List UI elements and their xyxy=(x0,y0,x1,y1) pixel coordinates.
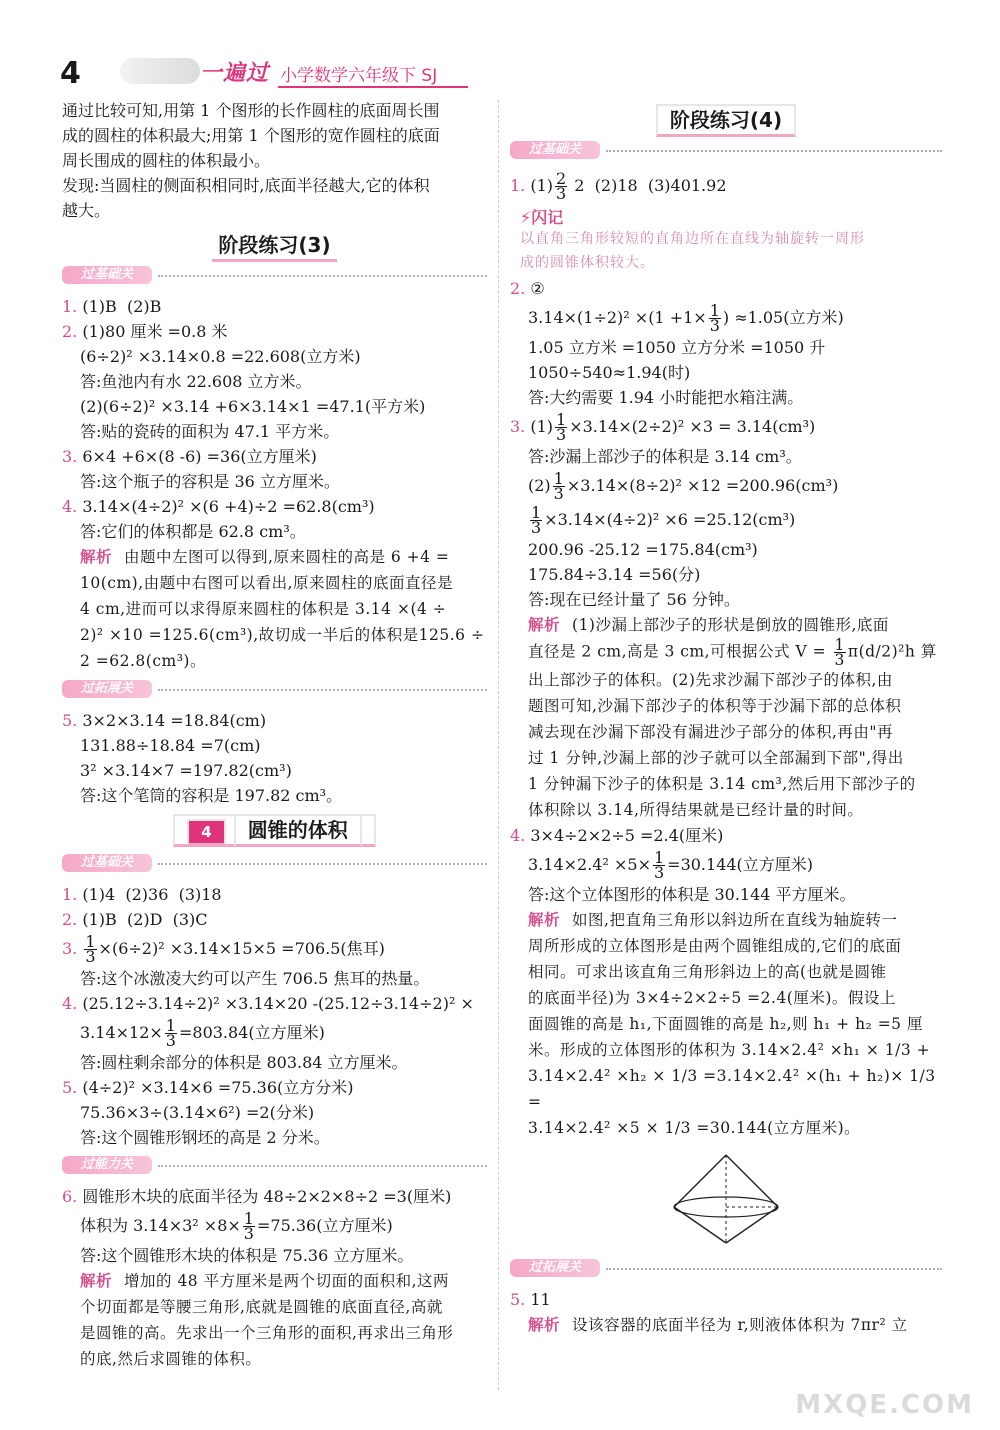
intro-line: 越大。 xyxy=(62,201,111,220)
answer-line: 3.14×2.4² ×5× $\frac{1}{3}$ =30.144(立方厘米) xyxy=(528,848,814,882)
flash-note-text: 成的圆锥体积较大。 xyxy=(520,255,655,271)
answer-line: 1. (1)4 (2)36 (3)18 xyxy=(62,885,222,904)
watermark: MXQE.COM xyxy=(795,1390,974,1420)
explanation: 2 =62.8(cm³)。 xyxy=(80,652,206,670)
explanation: 解析 (1)沙漏上部沙子的形状是倒放的圆锥形,底面 xyxy=(528,615,889,634)
section-tag xyxy=(510,1257,942,1281)
intro-line: 成的圆柱的体积最大;用第 1 个图形的宽作圆柱的底面 xyxy=(62,126,440,145)
answer-line: 4. 3.14×(4÷2)² ×(6 +4)÷2 =62.8(cm³) xyxy=(62,497,375,516)
tag-ability: 过能力关 xyxy=(62,1156,152,1174)
tag-extension: 过拓展关 xyxy=(510,1259,600,1277)
explanation: 解析 由题中左图可以得到,原来圆柱的高是 6 +4 = xyxy=(80,547,450,566)
answer-line: 3. 6×4 +6×(8 -6) =36(立方厘米) xyxy=(62,447,317,466)
answer-line: 3. (1) $\frac{1}{3}$ ×3.14×(2÷2)² ×3 = 3.14(cm³) xyxy=(510,410,816,444)
answer-line: 6. 圆锥形木块的底面半径为 48÷2×2×8÷2 =3(厘米) xyxy=(62,1187,452,1206)
answer-line: 答:鱼池内有水 22.608 立方米。 xyxy=(80,372,312,391)
answer-line: 5. 11 xyxy=(510,1290,551,1309)
answer-line: 2. (1)80 厘米 =0.8 米 xyxy=(62,322,228,341)
answer-line: 5. (4÷2)² ×3.14×6 =75.36(立方分米) xyxy=(62,1078,354,1097)
section-title-stage-4: 阶段练习(4) xyxy=(510,104,942,133)
answer-line: 答:这个圆锥形木块的体积是 75.36 立方厘米。 xyxy=(80,1246,414,1265)
page-number: 4 xyxy=(60,56,81,91)
answer-line: 答:这个冰激凌大约可以产生 706.5 焦耳的热量。 xyxy=(80,969,430,988)
answer-line: (6÷2)² ×3.14×0.8 =22.608(立方米) xyxy=(80,347,361,366)
section-tag xyxy=(62,852,487,876)
answer-line: 答:贴的瓷砖的面积为 47.1 平方米。 xyxy=(80,422,340,441)
section-tag xyxy=(510,139,942,163)
tag-basic: 过基础关 xyxy=(62,854,152,872)
double-cone-figure xyxy=(510,1151,942,1251)
answer-line: 体积为 3.14×3² ×8× $\frac{1}{3}$ =75.36(立方厘米) xyxy=(80,1209,393,1243)
intro-line: 发现:当圆柱的侧面积相同时,底面半径越大,它的体积 xyxy=(62,176,430,195)
explanation: 2)² ×10 =125.6(cm³),故切成一半后的体积是125.6 ÷ xyxy=(80,626,485,644)
explanation: 直径是 2 cm,高是 3 cm,可根据公式 V = $\frac{1}{3}$ π(d/2)²h 算 xyxy=(528,636,937,669)
answer-line: 答:圆柱剩余部分的体积是 803.84 立方厘米。 xyxy=(80,1053,408,1072)
answer-line: 5. 3×2×3.14 =18.84(cm) xyxy=(62,711,267,730)
explanation: 出上部沙子的体积。(2)先求沙漏下部沙子的体积,由 xyxy=(528,671,893,689)
explanation: 3.14×2.4² ×h₂ × 1/3 =3.14×2.4² ×(h₁ + h₂)× 1/3 = xyxy=(528,1067,936,1111)
answer-line: 4. 3×4÷2×2÷5 =2.4(厘米) xyxy=(510,826,724,845)
answer-line: 3. $\frac{1}{3}$ ×(6÷2)² ×3.14×15×5 =706.5(焦耳) xyxy=(62,932,385,966)
explanation: 解析 增加的 48 平方厘米是两个切面的面积和,这两 xyxy=(80,1271,450,1290)
intro-line: 通过比较可知,用第 1 个图形的长作圆柱的底面周长围 xyxy=(62,101,440,120)
header-rule xyxy=(278,86,468,88)
answer-line: 75.36×3÷(3.14×6²) =2(分米) xyxy=(80,1103,315,1122)
answer-line: 答:沙漏上部沙子的体积是 3.14 cm³。 xyxy=(528,447,802,466)
section-title-stage-3: 阶段练习(3) xyxy=(62,229,487,258)
right-column xyxy=(510,98,942,1338)
answer-line: 答:现在已经计量了 56 分钟。 xyxy=(528,590,740,609)
answer-line: $\frac{1}{3}$ ×3.14×(4÷2)² ×6 =25.12(cm³) xyxy=(531,503,796,537)
flash-note-text: 以直角三角形较短的直角边所在直线为轴旋转一周形 xyxy=(520,231,865,247)
answer-line: 答:大约需要 1.94 小时能把水箱注满。 xyxy=(528,388,804,407)
answer-line: 200.96 -25.12 =175.84(cm³) xyxy=(528,540,758,559)
answer-line: 131.88÷18.84 =7(cm) xyxy=(80,736,261,755)
explanation: 3.14×2.4² ×5 × 1/3 =30.144(立方厘米)。 xyxy=(528,1119,861,1137)
explanation: 题图可知,沙漏下部沙子的体积等于沙漏下部的总体积 xyxy=(528,697,902,715)
answer-line: 答:这个圆锥形钢坯的高是 2 分米。 xyxy=(80,1128,330,1147)
answer-line: 答:它们的体积都是 62.8 cm³。 xyxy=(80,522,306,541)
flash-note-label: ⚡闪记 xyxy=(520,208,564,227)
explanation: 是圆锥的高。先求出一个三角形的面积,再求出三角形 xyxy=(80,1324,454,1342)
answer-line: 答:这个立体图形的体积是 30.144 平方厘米。 xyxy=(528,885,856,904)
double-cone-icon xyxy=(666,1151,786,1247)
explanation: 1 分钟漏下沙子的体积是 3.14 cm³,然后用下部沙子的 xyxy=(528,775,916,793)
answer-line: (2) $\frac{1}{3}$ ×3.14×(8÷2)² ×12 =200.96(cm³) xyxy=(528,469,839,503)
explanation: 4 cm,进而可以求得原来圆柱的体积是 3.14 ×(4 ÷ xyxy=(80,600,447,618)
explanation: 面圆锥的高是 h₁,下面圆锥的高是 h₂,则 h₁ + h₂ =5 厘 xyxy=(528,1015,923,1033)
section-tag xyxy=(62,1154,487,1178)
brand-logo-icon xyxy=(120,58,200,84)
answer-line: 2. (1)B (2)D (3)C xyxy=(62,910,208,929)
answer-line: 答:这个笔筒的容积是 197.82 cm³。 xyxy=(80,786,343,805)
answer-line: 2. ② xyxy=(510,279,545,298)
subject-title: 小学数学六年级下 SJ xyxy=(280,66,438,86)
column-divider xyxy=(498,100,499,1390)
section-tag xyxy=(62,264,487,288)
explanation: 解析 如图,把直角三角形以斜边所在直线为轴旋转一 xyxy=(528,910,898,929)
answer-line: (2)(6÷2)² ×3.14 +6×3.14×1 =47.1(平方米) xyxy=(80,397,426,416)
section-number-chip: 4 xyxy=(187,819,225,846)
answer-line: 1.05 立方米 =1050 立方分米 =1050 升 xyxy=(528,338,826,357)
brand-name: 一遍过 xyxy=(200,61,270,86)
page-header xyxy=(0,0,1000,100)
explanation: 米。形成的立体图形的体积为 3.14×2.4² ×h₁ × 1/3 + xyxy=(528,1041,931,1059)
explanation: 相同。可求出该直角三角形斜边上的高(也就是圆锥 xyxy=(528,963,887,981)
explanation: 的底面半径)为 3×4÷2×2÷5 =2.4(厘米)。假设上 xyxy=(528,989,896,1007)
explanation: 10(cm),由题中右图可以看出,原来圆柱的底面直径是 xyxy=(80,574,454,592)
answer-line: 3.14×12× $\frac{1}{3}$ =803.84(立方厘米) xyxy=(80,1016,325,1050)
left-column xyxy=(62,98,487,1372)
explanation: 过 1 分钟,沙漏上部的沙子就可以全部漏到下部",得出 xyxy=(528,749,904,767)
tag-basic: 过基础关 xyxy=(62,266,152,284)
explanation: 周所形成的立体图形是由两个圆锥组成的,它们的底面 xyxy=(528,937,902,955)
answer-line: 3.14×(1÷2)² ×(1 +1× $\frac{1}{3}$ ) ≈1.05(立方米) xyxy=(528,301,844,335)
lightning-icon: ⚡ xyxy=(520,208,532,227)
answer-line: 3² ×3.14×7 =197.82(cm³) xyxy=(80,761,292,780)
section-title-cone-volume: 4 圆锥的体积 xyxy=(62,814,487,846)
explanation: 个切面都是等腰三角形,底就是圆锥的底面直径,高就 xyxy=(80,1298,443,1316)
answer-line: 答:这个瓶子的容积是 36 立方厘米。 xyxy=(80,472,340,491)
intro-line: 周长围成的圆柱的体积最小。 xyxy=(62,151,271,170)
answer-line: 1050÷540≈1.94(时) xyxy=(528,363,691,382)
explanation: 减去现在沙漏下部没有漏进沙子部分的体积,再由"再 xyxy=(528,723,894,741)
section-tag xyxy=(62,678,487,702)
answer-line: 1. (1) $\frac{2}{3}$ 2 (2)18 (3)401.92 xyxy=(510,169,727,203)
tag-extension: 过拓展关 xyxy=(62,680,152,698)
explanation: 的底,然后求圆锥的体积。 xyxy=(80,1350,262,1368)
explanation: 体积除以 3.14,所得结果就是已经计量的时间。 xyxy=(528,801,864,819)
answer-line: 1. (1)B (2)B xyxy=(62,297,162,316)
answer-line: 175.84÷3.14 =56(分) xyxy=(528,565,701,584)
explanation: 解析 设该容器的底面半径为 r,则液体体积为 7πr² 立 xyxy=(528,1315,908,1334)
answer-line: 4. (25.12÷3.14÷2)² ×3.14×20 -(25.12÷3.14÷2)² × xyxy=(62,994,474,1013)
tag-basic: 过基础关 xyxy=(510,141,600,159)
